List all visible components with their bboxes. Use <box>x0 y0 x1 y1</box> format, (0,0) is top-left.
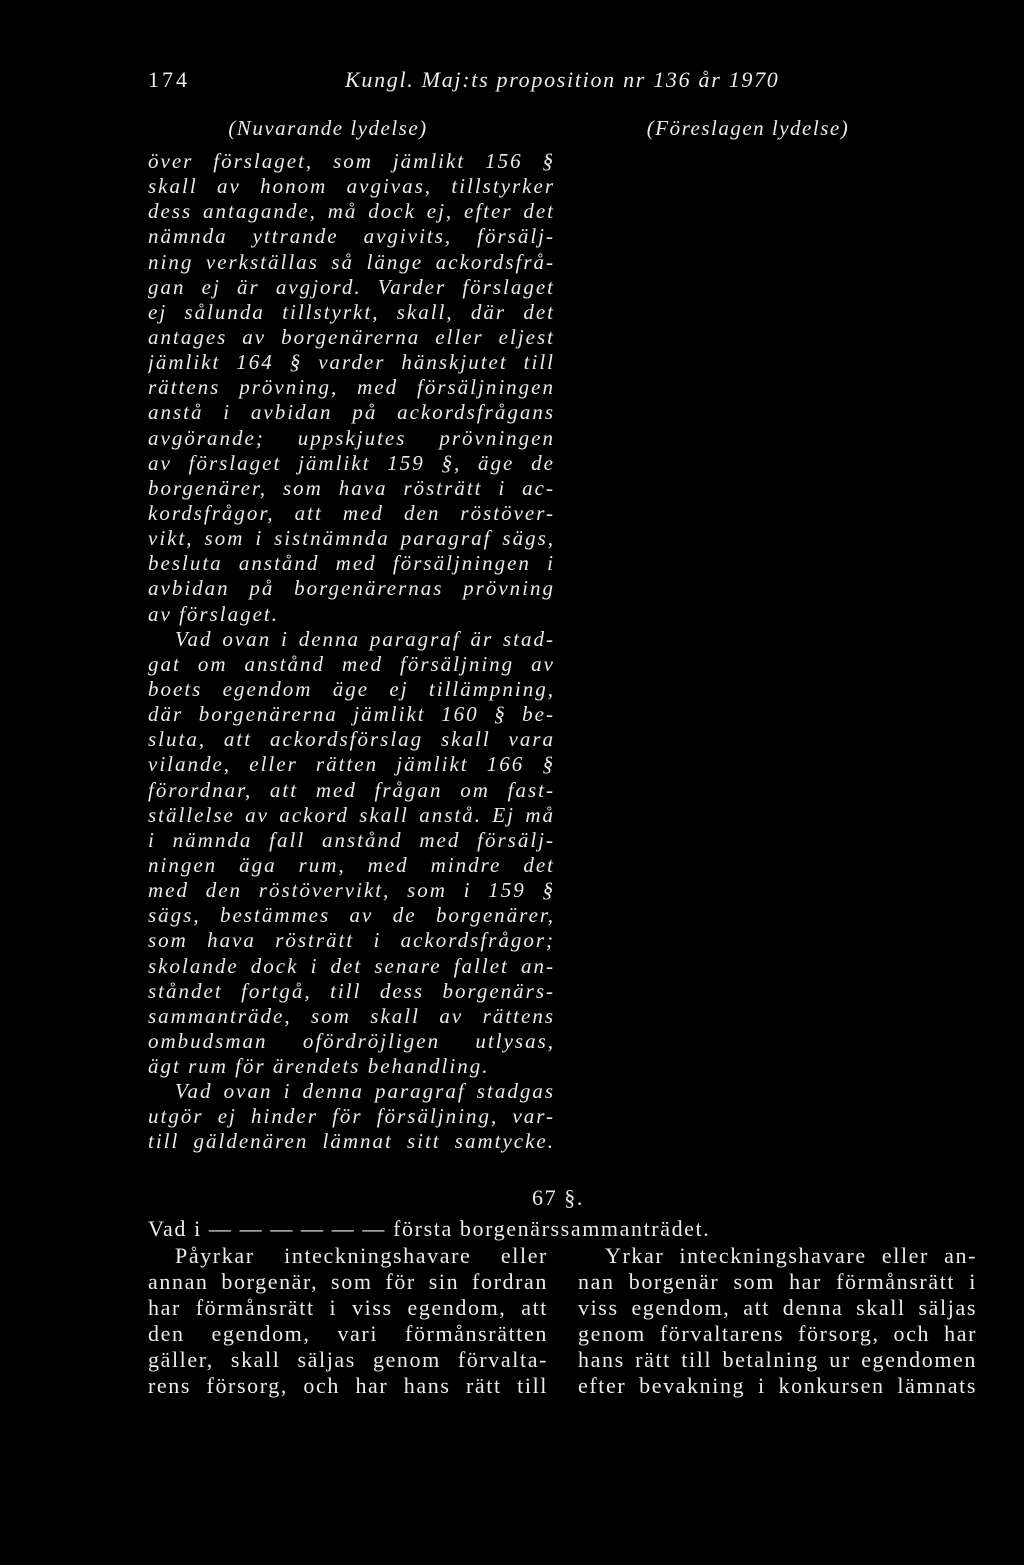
text-line: över förslaget, som jämlikt 156 § <box>148 149 555 173</box>
text-line: rättens prövning, med försäljningen <box>148 375 555 400</box>
text-line: viss egendom, att denna skall säljas <box>578 1295 977 1320</box>
shared-text-line: Vad i — — — — — — första borgenärssammanträdet. <box>148 1216 711 1241</box>
text-line: skolande dock i det senare fallet an- <box>148 953 555 978</box>
text-line: i nämnda fall anstånd med försälj- <box>148 827 555 852</box>
text-line: ning verkställas så länge ackordsfrå- <box>148 249 555 274</box>
text-line: sägs, bestämmes av de borgenärer, <box>148 903 555 928</box>
current-wording-67 <box>148 1243 548 1399</box>
text-line: av förslaget. <box>148 601 279 626</box>
text-line: har förmånsrätt i viss egendom, att <box>148 1295 548 1320</box>
text-line: gan ej är avgjord. Varder förslaget <box>148 274 555 299</box>
text-line: ej sålunda tillstyrkt, skall, där det <box>148 299 555 324</box>
text-line: jämlikt 164 § varder hänskjutet till <box>148 350 555 375</box>
text-line: sammanträde, som skall av rättens <box>148 1003 555 1028</box>
text-line: avgörande; uppskjutes prövningen <box>148 425 555 450</box>
text-line: anstå i avbidan på ackordsfrågans <box>148 400 555 425</box>
text-line: ombudsman ofördröjligen utlysas, <box>148 1028 555 1053</box>
column-heading-current: (Nuvarande lydelse) <box>228 116 428 140</box>
text-line: utgör ej hinder för försäljning, var- <box>148 1104 555 1129</box>
running-title: Kungl. Maj:ts proposition nr 136 år 1970 <box>345 67 780 92</box>
text-line: kordsfrågor, att med den röstöver- <box>148 500 555 525</box>
text-line: avbidan på borgenärernas prövning <box>148 576 555 601</box>
text-line: hans rätt till betalning ur egendomen <box>578 1347 977 1372</box>
text-line: vilande, eller rätten jämlikt 166 § <box>148 752 555 777</box>
text-line: förordnar, att med frågan om fast- <box>148 777 555 802</box>
text-line: som hava rösträtt i ackordsfrågor; <box>148 928 555 953</box>
text-line: Vad ovan i denna paragraf är stad- <box>175 626 555 651</box>
text-line: Påyrkar inteckningshavare eller <box>175 1243 548 1268</box>
text-line: gat om anstånd med försäljning av <box>148 651 555 676</box>
text-line: ställelse av ackord skall anstå. Ej må <box>148 802 555 827</box>
text-line: efter bevakning i konkursen lämnats <box>578 1373 977 1398</box>
page-number: 174 <box>148 67 190 92</box>
section-number: 67 §. <box>532 1185 584 1210</box>
text-line: ståndet fortgå, till dess borgenärs- <box>148 978 555 1003</box>
proposed-wording-67 <box>578 1243 977 1399</box>
text-line: ägt rum för ärendets behandling. <box>148 1054 490 1079</box>
text-line: nan borgenär som har förmånsrätt i <box>578 1269 977 1294</box>
text-line: Vad ovan i denna paragraf stadgas <box>175 1079 555 1104</box>
text-line: med den röstövervikt, som i 159 § <box>148 878 555 903</box>
text-line: sluta, att ackordsförslag skall vara <box>148 727 555 752</box>
text-line: Yrkar inteckningshavare eller an- <box>605 1243 977 1268</box>
text-line: skall av honom avgivas, tillstyrker <box>148 174 555 199</box>
text-line: av förslaget jämlikt 159 §, äge de <box>148 450 555 475</box>
text-line: vikt, som i sistnämnda paragraf sägs, <box>148 526 555 551</box>
text-line: antages av borgenärerna eller eljest <box>148 324 555 349</box>
text-line: dess antagande, må dock ej, efter det <box>148 199 555 224</box>
current-wording-column <box>148 149 555 1155</box>
text-line: gäller, skall säljas genom förvalta- <box>148 1347 548 1372</box>
text-line: annan borgenär, som för sin fordran <box>148 1269 548 1294</box>
text-line: till gäldenären lämnat sitt samtycke. <box>148 1129 555 1154</box>
text-line: ningen äga rum, med mindre det <box>148 852 555 877</box>
text-line: nämnda yttrande avgivits, försälj- <box>148 224 555 249</box>
text-line: där borgenärerna jämlikt 160 § be- <box>148 702 555 727</box>
text-line: genom förvaltarens försorg, och har <box>578 1321 977 1346</box>
text-line: besluta anstånd med försäljningen i <box>148 551 555 576</box>
text-line: borgenärer, som hava rösträtt i ac- <box>148 475 555 500</box>
text-line: rens försorg, och har hans rätt till <box>148 1373 548 1398</box>
text-line: boets egendom äge ej tillämpning, <box>148 676 555 701</box>
text-line: den egendom, vari förmånsrätten <box>148 1321 548 1346</box>
column-heading-proposed: (Föreslagen lydelse) <box>646 116 850 140</box>
